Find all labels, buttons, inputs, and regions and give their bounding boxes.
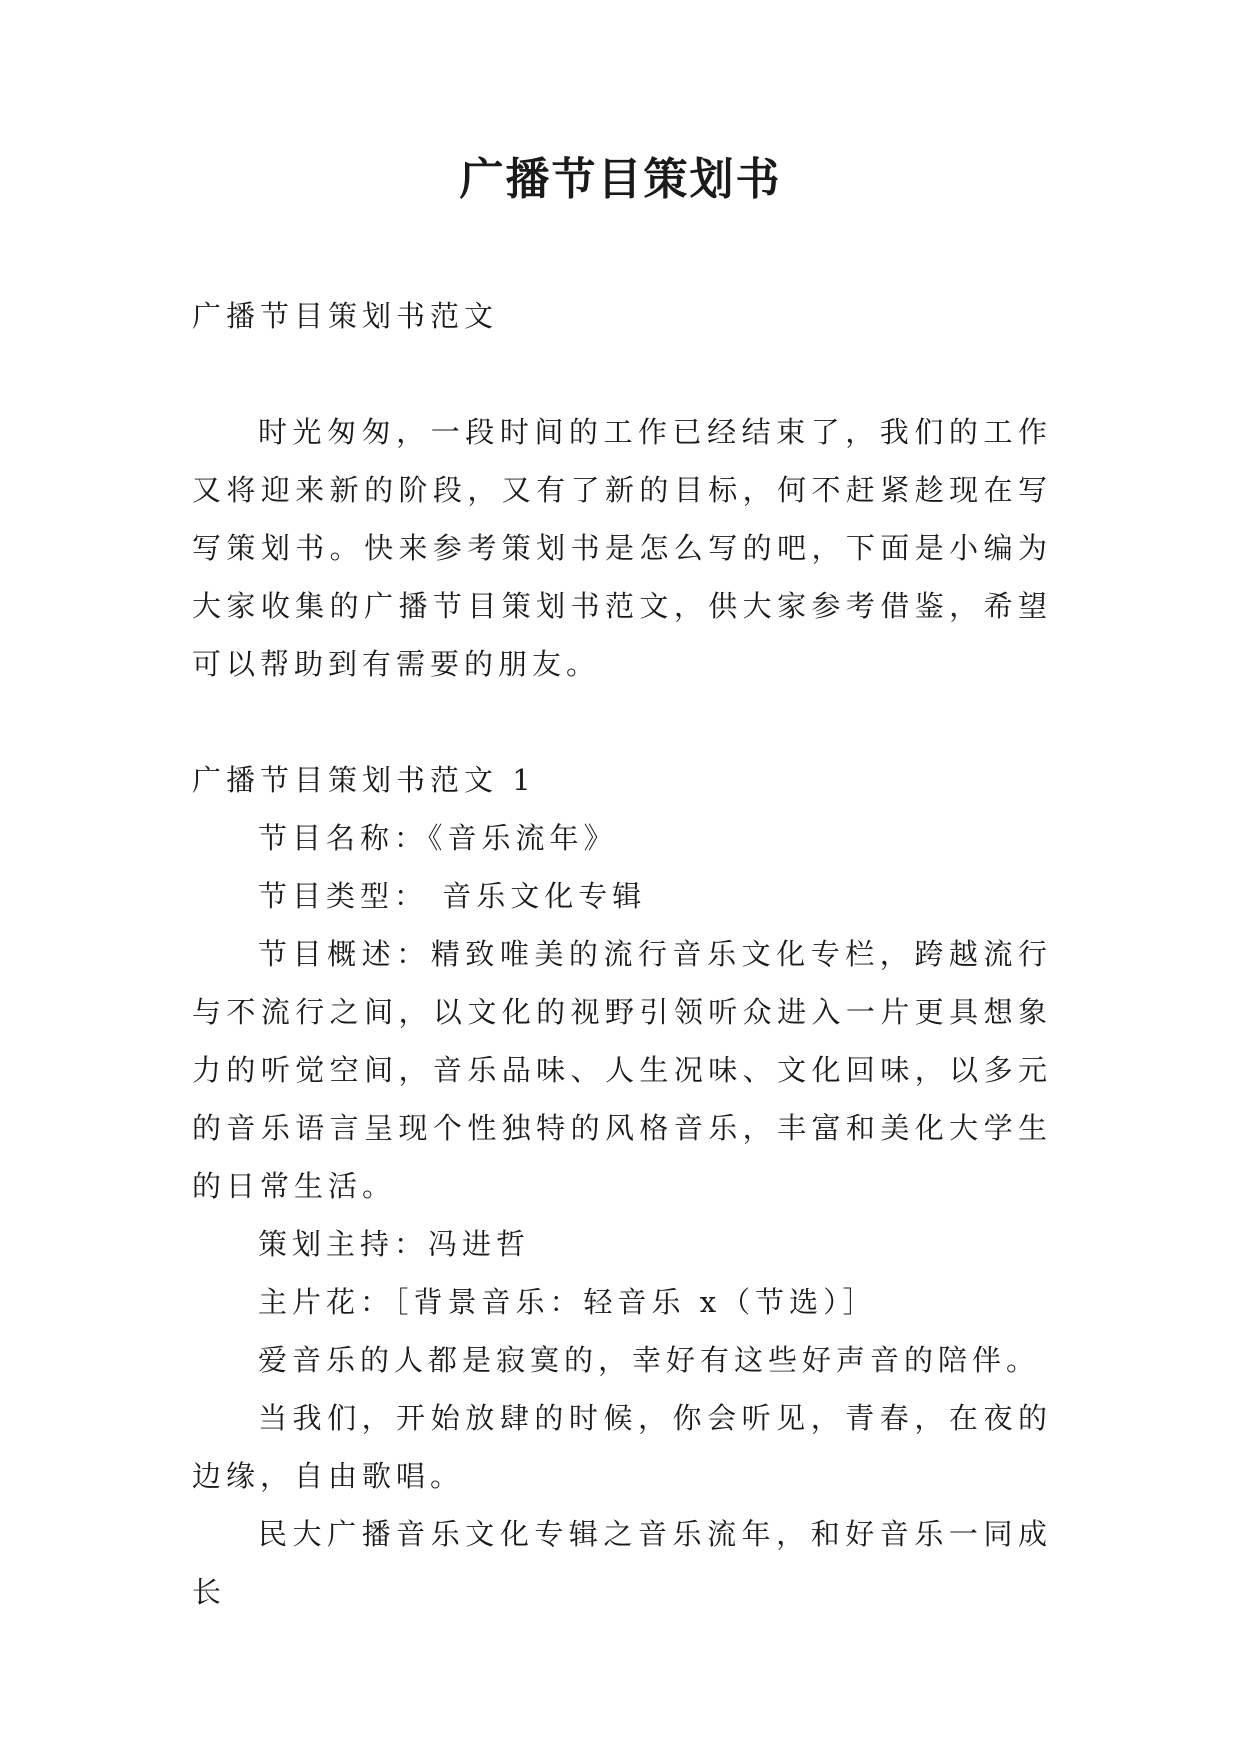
- opening-segment: 主片花：［背景音乐：轻音乐 x（节选）］: [258, 1285, 877, 1319]
- intro-paragraph: 时光匆匆，一段时间的工作已经结束了，我们的工作又将迎来新的阶段，又有了新的目标，何不赶紧趁现在写写策划书。快来参考策划书是怎么写的吧，下面是小编为大家收集的广播节目策划书范文，供大家参考借鉴，希望可以帮助到有需要的朋友。: [192, 415, 1052, 681]
- program-overview: 节目概述：精致唯美的流行音乐文化专栏，跨越流行与不流行之间，以文化的视野引领听众进入一片更具想象力的听觉空间，音乐品味、人生况味、文化回味，以多元的音乐语言呈现个性独特的风格音乐，丰富和美化大学生的日常生活。: [192, 937, 1052, 1203]
- script-line: 民大广播音乐文化专辑之音乐流年，和好音乐一同成长: [192, 1517, 1052, 1609]
- program-name: 节目名称：《音乐流年》: [258, 821, 618, 855]
- document-title: 广播节目策划书: [459, 154, 782, 205]
- document-body: [192, 287, 1052, 1621]
- program-type: 节目类型： 音乐文化专辑: [258, 879, 647, 913]
- section-heading: 广播节目策划书范文 1: [192, 763, 536, 797]
- program-host: 策划主持：冯进哲: [258, 1227, 531, 1261]
- script-line: 当我们，开始放肆的时候，你会听见，青春，在夜的边缘，自由歌唱。: [192, 1401, 1052, 1493]
- script-line: 爱音乐的人都是寂寞的，幸好有这些好声音的陪伴。: [258, 1343, 1041, 1377]
- subtitle: 广播节目策划书范文: [192, 299, 499, 333]
